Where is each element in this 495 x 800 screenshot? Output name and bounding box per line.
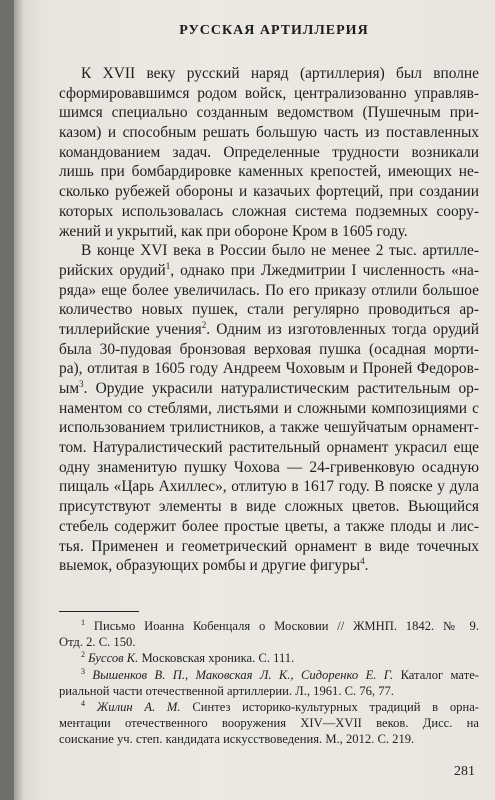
- text-line: сформировавшимся родом войск, централизованно управляв-: [59, 84, 479, 102]
- text-line: жений и укрытий, как при обороне Кром в 1605 году.: [59, 222, 408, 240]
- footnote-line: $^1$ Письмо Иоанна Кобенцаля о Московии // ЖМНП. 1842. № 9.: [81, 618, 479, 633]
- text-line: одну знаменитую пушку Чохова — 24-гривенковую осадную: [59, 458, 479, 476]
- footnote-author: Вышенков В. П., Маковская Л. К., Сидоренко Е. Г.: [92, 667, 394, 682]
- footnote-line: риальной части отечественной артиллерии. Л., 1961. С. 76, 77.: [59, 683, 394, 698]
- footnote-number: 1: [81, 618, 85, 627]
- text-line: тья. Применен и геометрический орнамент в виде точечных: [59, 537, 479, 555]
- footnote-line: $^2$ Буссов К. Московская хроника. С. 111.: [81, 650, 295, 666]
- text-line: тиллерийские учения$^2$. Одним из изготовленных тогда орудий: [59, 319, 479, 338]
- text-line: К XVII веку русский наряд (артиллерия) был вполне: [81, 65, 479, 82]
- footnote-ref: 1: [165, 260, 171, 271]
- text-line: выемок, образующих ромбы и другие фигуры$^4$.: [59, 556, 369, 575]
- text-line: лишь при бомбардировке каменных крепостей, имеющих не-: [59, 163, 479, 181]
- footnote-author: Буссов К.: [88, 651, 139, 666]
- footnote-line: Отд. 2. С. 150.: [59, 635, 136, 650]
- text-line: сколько рубежей обороны и казачьих фортеций, при создании: [59, 183, 479, 201]
- text-line: наментом со стеблями, листьями и сложными композициями с: [59, 399, 479, 417]
- footnote-author: Жилин А. М.: [96, 699, 181, 714]
- text-line: которых использовалась сложная система подземных соору-: [59, 202, 479, 220]
- text-line: количество новых пушек, стали регулярно проводиться ар-: [59, 301, 479, 319]
- footnote-line: соискание уч. степ. кандидата искусствоведения. М., 2012. С. 219.: [59, 732, 415, 747]
- text-line: стебель содержит более простые цветы, а также плоды и лис-: [59, 517, 479, 535]
- text-line: В конце XVI века в России было не менее 2 тыс. артилле-: [81, 242, 479, 260]
- footnote-number: 4: [81, 698, 85, 708]
- book-page: [14, 0, 495, 800]
- text-line: была 30-пудовая бронзовая верховая пушка (осадная морти-: [59, 340, 479, 358]
- text-line: присутствуют элементы в виде сложных цветов. Вьющийся: [59, 498, 479, 516]
- footnotes: [59, 618, 479, 748]
- footnote-ref: 2: [201, 319, 207, 330]
- text-line: шимся специально созданным ведомством (Пушечным при-: [59, 104, 479, 122]
- text-line: казом) и способным решать большую часть из поставленных: [59, 124, 479, 142]
- footnote-number: 3: [81, 666, 85, 676]
- text-line: рийских орудий$^1$, однако при Лжедмитрии I численность «на-: [59, 260, 479, 279]
- footnote-number: 2: [81, 650, 85, 660]
- page-number: 281: [454, 764, 475, 779]
- spine-shadow: [14, 0, 24, 800]
- text-line: использованием трилистников, а также чешуйчатым орнамент-: [59, 419, 479, 437]
- main-text: [59, 64, 479, 576]
- footnote-ref: 4: [360, 556, 365, 567]
- footnote-line: $^4$ Жилин А. М. Синтез историко-культурных традиций в орна-: [81, 698, 479, 714]
- footnote-ref: 3: [79, 379, 84, 389]
- text-line: пищаль «Царь Ахиллес», отлитую в 1617 году. В пояске у дула: [59, 478, 479, 496]
- footnote-line: $^3$ Вышенков В. П., Маковская Л. К., Сидоренко Е. Г. Каталог мате-: [81, 666, 479, 682]
- text-line: ра), отлитая в 1605 году Андреем Чоховым и Проней Федоров-: [59, 360, 479, 378]
- running-head: РУССКАЯ АРТИЛЛЕРИЯ: [179, 23, 369, 38]
- text-line: $ым^3$. Орудие украсили натуралистическим растительным ор-: [59, 379, 479, 397]
- footnote-line: ментации отечественного вооружения XIV—XVII веков. Дисс. на: [59, 716, 479, 731]
- text-line: ряда» еще более увеличилась. По его приказу отлили большое: [59, 281, 479, 299]
- footnote-rule: [59, 611, 139, 612]
- text-line: командованием задач. Определенные трудности возникали: [59, 143, 479, 161]
- text-line: том. Натуралистический растительный орнамент украсил еще: [59, 439, 479, 457]
